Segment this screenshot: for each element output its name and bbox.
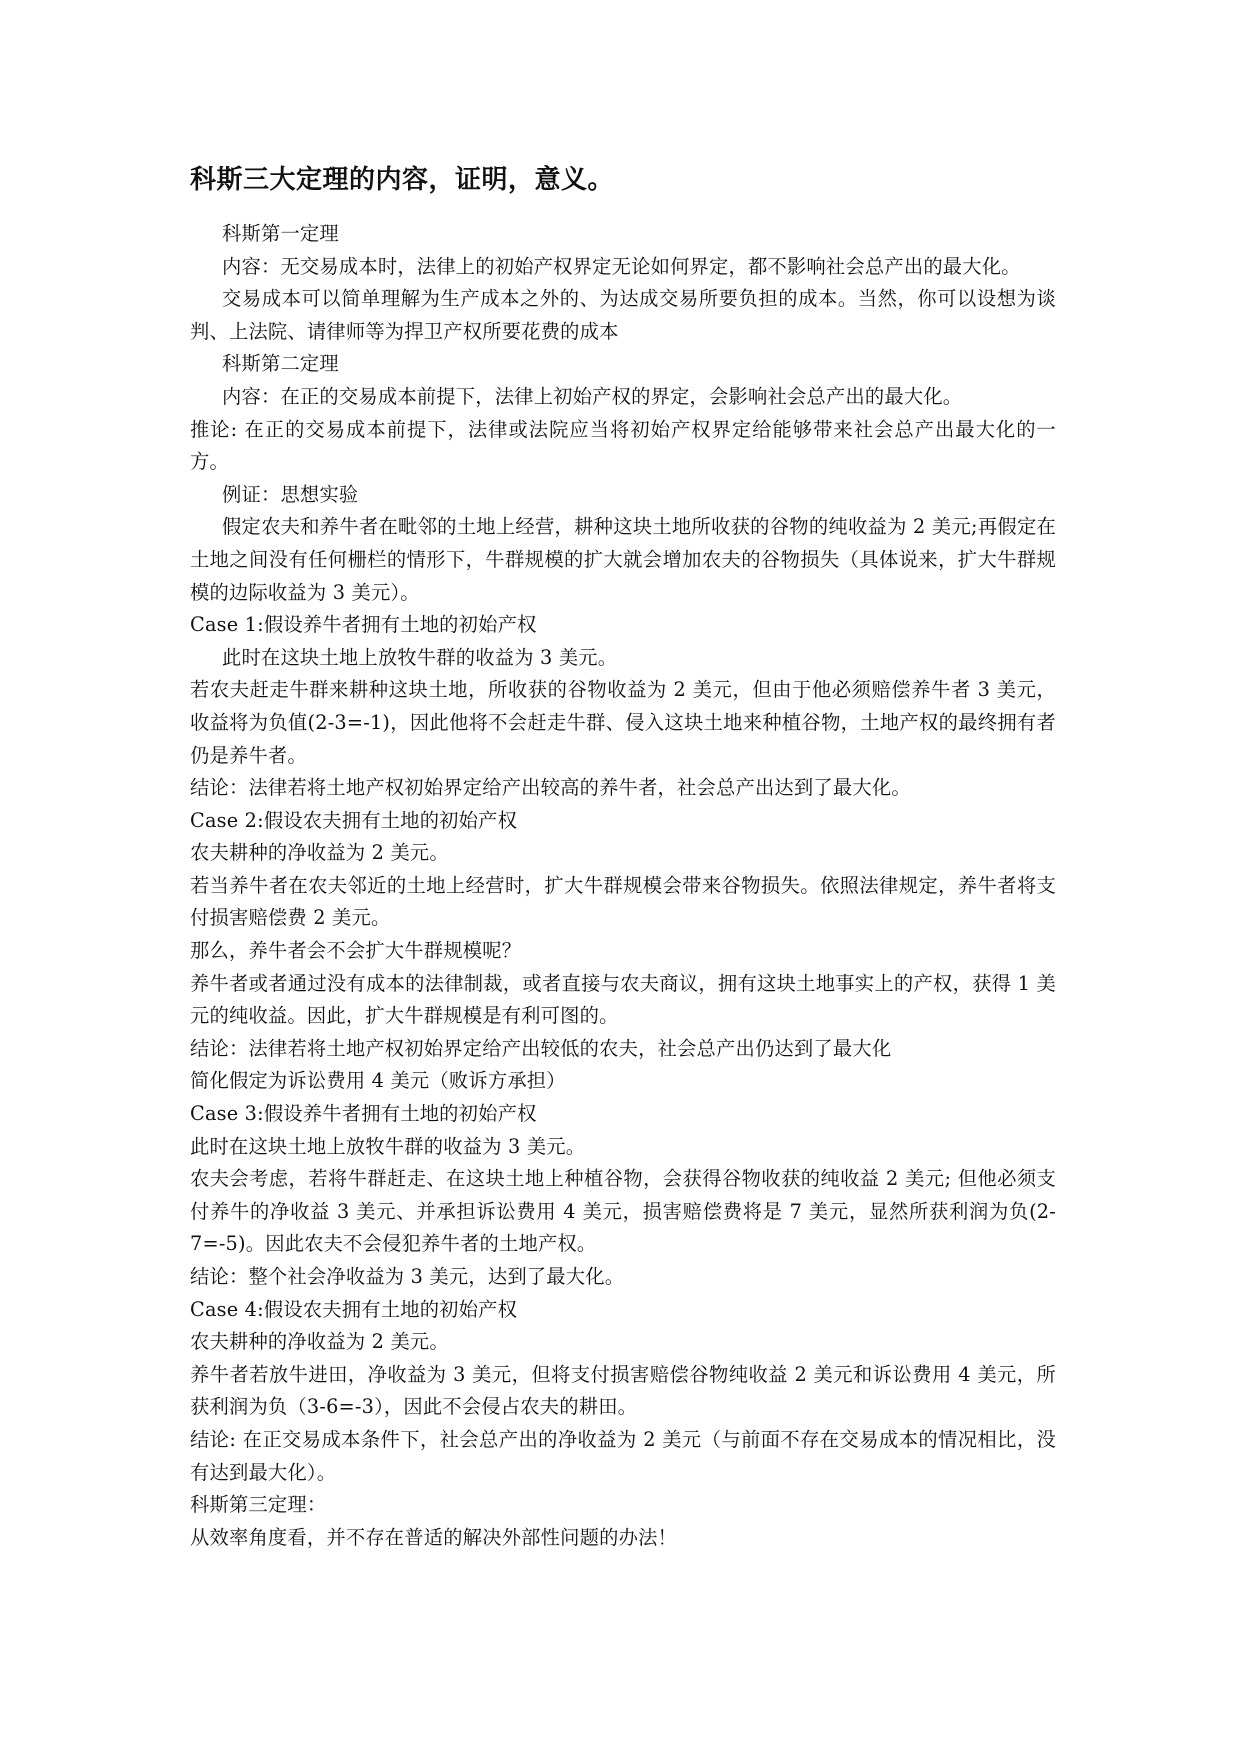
paragraph: 假定农夫和养牛者在毗邻的土地上经营，耕种这块土地所收获的谷物的纯收益为 2 美元;再假定在土地之间没有任何栅栏的情形下，牛群规模的扩大就会增加农夫的谷物损失（具体说来，扩大牛群规模的边际收益为 3 美元）。: [190, 515, 1056, 604]
paragraph: 结论: 在正交易成本条件下，社会总产出的净收益为 2 美元（与前面不存在交易成本的情况相比，没有达到最大化）。: [190, 1427, 1056, 1484]
paragraph: 若农夫赶走牛群来耕种这块土地，所收获的谷物收益为 2 美元，但由于他必须赔偿养牛者 3 美元，收益将为负值(2-3=-1)，因此他将不会赶走牛群、侵入这块土地来种植谷物，土地产权的最终拥有者仍是养牛者。: [190, 678, 1056, 767]
paragraph: 养牛者若放牛进田，净收益为 3 美元，但将支付损害赔偿谷物纯收益 2 美元和诉讼费用 4 美元，所获利润为负（3-6=-3），因此不会侵占农夫的耕田。: [190, 1362, 1056, 1419]
paragraph: 推论: 在正的交易成本前提下，法律或法院应当将初始产权界定给能够带来社会总产出最大化的一方。: [190, 417, 1056, 474]
paragraph: 结论：法律若将土地产权初始界定给产出较低的农夫，社会总产出仍达到了最大化: [190, 1036, 892, 1060]
paragraph: 养牛者或者通过没有成本的法律制裁，或者直接与农夫商议，拥有这块土地事实上的产权，获得 1 美元的纯收益。因此，扩大牛群规模是有利可图的。: [190, 971, 1056, 1028]
paragraph: 交易成本可以简单理解为生产成本之外的、为达成交易所要负担的成本。当然，你可以设想为谈判、上法院、请律师等为捍卫产权所要花费的成本: [190, 287, 1056, 343]
document-title: 科斯三大定理的内容，证明，意义。: [190, 165, 615, 195]
paragraph: 此时在这块土地上放牧牛群的收益为 3 美元。: [190, 1134, 586, 1158]
document-page: [190, 162, 1056, 1554]
paragraph: Case 3:假设养牛者拥有土地的初始产权: [190, 1102, 537, 1126]
paragraph: 例证：思想实验: [222, 482, 359, 506]
paragraph: 农夫耕种的净收益为 2 美元。: [190, 841, 449, 865]
paragraph: 从效率角度看，并不存在普适的解决外部性问题的办法！: [190, 1525, 678, 1549]
paragraph: 此时在这块土地上放牧牛群的收益为 3 美元。: [222, 645, 618, 669]
paragraph: 结论：法律若将土地产权初始界定给产出较高的养牛者，社会总产出达到了最大化。: [190, 776, 911, 800]
document-body: [190, 218, 1056, 1554]
paragraph: 内容：无交易成本时，法律上的初始产权界定无论如何界定，都不影响社会总产出的最大化。: [222, 254, 1021, 278]
paragraph: Case 2:假设农夫拥有土地的初始产权: [190, 808, 518, 832]
paragraph: 内容：在正的交易成本前提下，法律上初始产权的界定，会影响社会总产出的最大化。: [222, 384, 963, 408]
paragraph: 农夫耕种的净收益为 2 美元。: [190, 1330, 449, 1354]
paragraph: Case 1:假设养牛者拥有土地的初始产权: [190, 613, 537, 637]
paragraph: 结论：整个社会净收益为 3 美元，达到了最大化。: [190, 1265, 625, 1288]
paragraph: 科斯第三定理：: [190, 1493, 327, 1517]
paragraph: 农夫会考虑，若将牛群赶走、在这块土地上种植谷物，会获得谷物收获的纯收益 2 美元; 但他必须支付养牛的净收益 3 美元、并承担诉讼费用 4 美元，损害赔偿费将是 7 美元，显然所获利润为负(2-7=-5)。因此农夫不会侵犯养牛者的土地产权。: [190, 1167, 1056, 1256]
paragraph: 若当养牛者在农夫邻近的土地上经营时，扩大牛群规模会带来谷物损失。依照法律规定，养牛者将支付损害赔偿费 2 美元。: [190, 873, 1056, 930]
paragraph: 科斯第一定理: [222, 222, 339, 245]
paragraph: Case 4:假设农夫拥有土地的初始产权: [190, 1297, 518, 1321]
paragraph: 科斯第二定理: [222, 352, 339, 376]
paragraph: 简化假定为诉讼费用 4 美元（败诉方承担）: [190, 1069, 566, 1093]
paragraph: 那么，养牛者会不会扩大牛群规模呢？: [190, 939, 522, 963]
